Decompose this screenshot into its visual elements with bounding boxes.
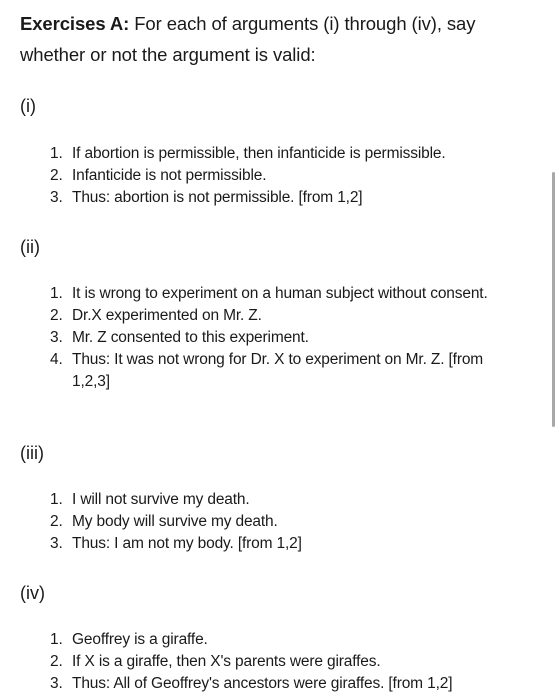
conclusion-text: Thus: I am not my body. [from 1,2]	[72, 535, 302, 552]
conclusion-text: Thus: abortion is not permissible. [from 1,2]	[72, 189, 363, 206]
argument-list-ii	[50, 283, 530, 393]
premise-text: If abortion is permissible, then infanticide is permissible.	[72, 145, 446, 162]
premise-item: 2. If X is a giraffe, then X's parents were giraffes.	[50, 653, 381, 670]
premise-item: 2. Dr.X experimented on Mr. Z.	[50, 307, 262, 324]
premise-text: My body will survive my death.	[72, 513, 278, 530]
argument-list-iv	[50, 629, 530, 695]
premise-item: 1. I will not survive my death.	[50, 491, 250, 508]
premise-item: 2. My body will survive my death.	[50, 513, 278, 530]
premise-item: 1. If abortion is permissible, then infanticide is permissible.	[50, 145, 446, 162]
exercise-heading: Exercises A:	[20, 13, 130, 34]
premise-text: Infanticide is not permissible.	[72, 167, 267, 184]
premise-item: 1. It is wrong to experiment on a human subject without consent.	[50, 285, 488, 302]
argument-label-i: (i)	[20, 96, 36, 116]
premise-text: If X is a giraffe, then X's parents were giraffes.	[72, 653, 381, 670]
premise-text: I will not survive my death.	[72, 491, 250, 508]
conclusion-item: 3. Thus: abortion is not permissible. [from 1,2]	[50, 189, 363, 206]
premise-text: Geoffrey is a giraffe.	[72, 631, 208, 648]
premise-item: 2. Infanticide is not permissible.	[50, 167, 267, 184]
vertical-scrollbar[interactable]	[552, 172, 555, 427]
exercise-instructions	[20, 8, 540, 70]
premise-text: It is wrong to experiment on a human subject without consent.	[72, 285, 488, 302]
argument-list-iii	[50, 489, 530, 555]
exercise-instructions-text: For each of arguments (i) through (iv), say whether or not the argument is valid:	[20, 13, 476, 65]
premise-text: Mr. Z consented to this experiment.	[72, 329, 309, 346]
argument-list-i	[50, 143, 530, 209]
premise-item: 3. Mr. Z consented to this experiment.	[50, 329, 309, 346]
premise-text: Dr.X experimented on Mr. Z.	[72, 307, 262, 324]
conclusion-text: Thus: It was not wrong for Dr. X to experiment on Mr. Z. [from 1,2,3]	[72, 351, 484, 390]
argument-label-iii: (iii)	[20, 443, 44, 463]
premise-item: 1. Geoffrey is a giraffe.	[50, 631, 208, 648]
conclusion-text: Thus: All of Geoffrey's ancestors were giraffes. [from 1,2]	[72, 675, 453, 692]
conclusion-item: 3. Thus: All of Geoffrey's ancestors were giraffes. [from 1,2]	[50, 675, 453, 692]
argument-label-ii: (ii)	[20, 237, 40, 257]
conclusion-item: 4. Thus: It was not wrong for Dr. X to experiment on Mr. Z. [from 1,2,3]	[50, 351, 484, 390]
conclusion-item: 3. Thus: I am not my body. [from 1,2]	[50, 535, 302, 552]
argument-label-iv: (iv)	[20, 583, 45, 603]
